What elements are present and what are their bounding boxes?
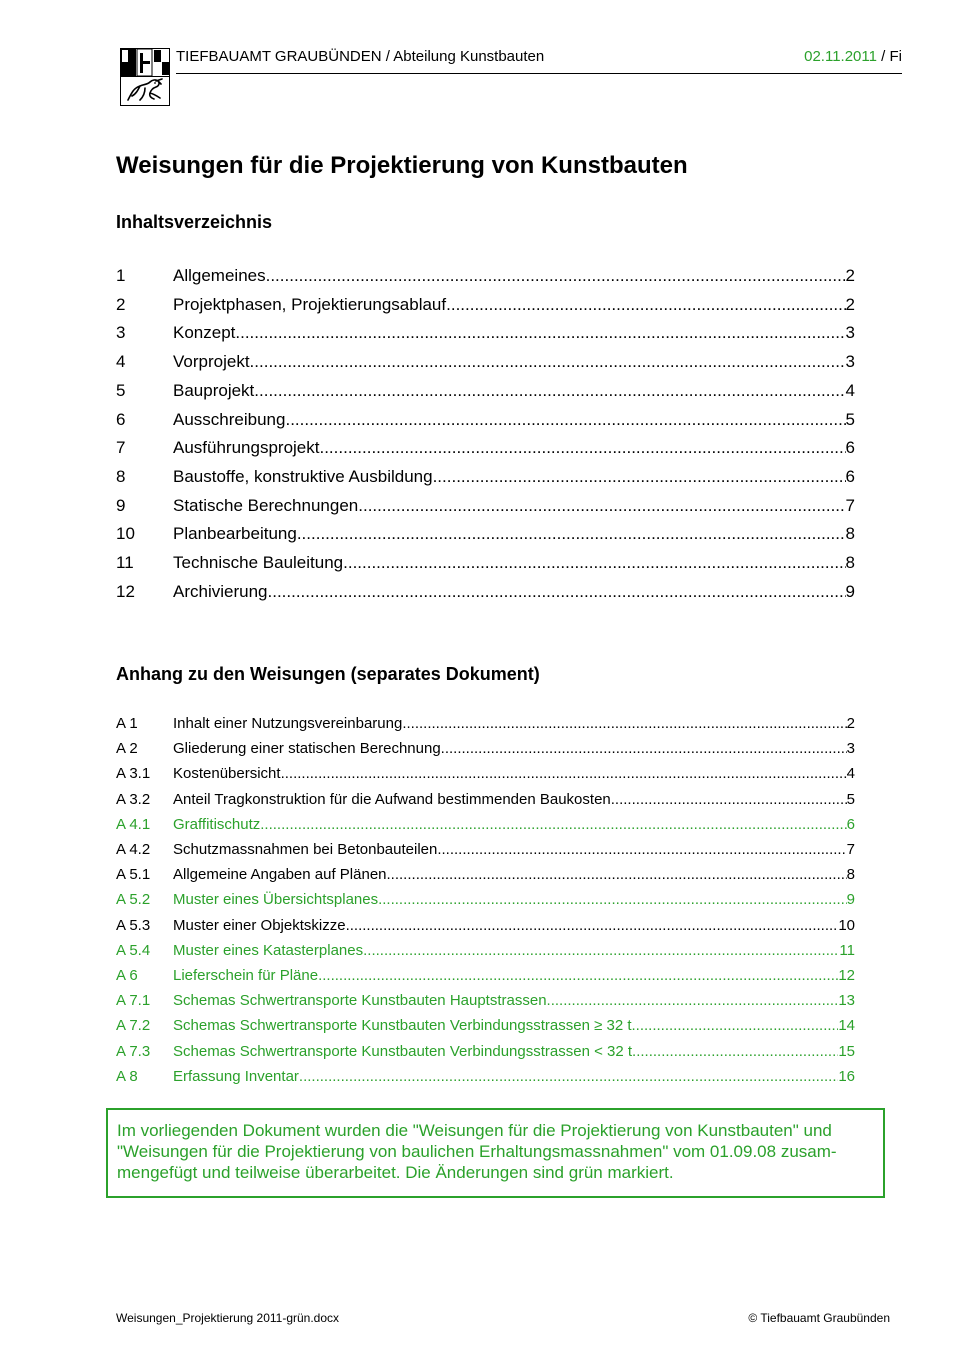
appendix-entry[interactable]	[116, 791, 855, 808]
toc-entry-leader	[343, 553, 845, 573]
header-org-line	[176, 48, 544, 65]
appendix-entry-page: 6	[846, 815, 855, 833]
toc-entry-title: Ausführungsprojekt	[173, 438, 320, 458]
appendix-heading: Anhang zu den Weisungen (separates Dokument)	[116, 664, 540, 684]
toc-entry-page: 3	[845, 323, 855, 343]
appendix-entry[interactable]	[116, 816, 855, 833]
appendix-entry-leader	[441, 740, 847, 757]
appendix-entry-leader	[402, 715, 846, 732]
toc-entry-title: Archivierung	[173, 581, 268, 601]
toc-entry-number: 3	[116, 323, 126, 343]
appendix-entry[interactable]	[116, 992, 855, 1009]
toc-entry-page: 2	[845, 294, 855, 314]
toc-entry-leader	[254, 381, 845, 401]
appendix-entry-number: A 6	[116, 967, 138, 984]
toc-entry-number: 5	[116, 380, 126, 400]
appendix-entry[interactable]	[116, 942, 855, 959]
appendix-entry[interactable]	[116, 715, 855, 732]
appendix-entry-page: 10	[838, 916, 855, 934]
appendix-entry-leader	[281, 765, 847, 782]
appendix-entry-title: Schutzmassnahmen bei Betonbauteilen	[173, 841, 438, 858]
header-org: TIEFBAUAMT GRAUBÜNDEN	[176, 48, 382, 65]
appendix-entry-page: 11	[839, 941, 855, 959]
toc-entry-page: 5	[845, 409, 855, 429]
appendix-entry-page: 16	[838, 1067, 855, 1085]
page-header	[176, 47, 902, 74]
toc-entry-leader	[285, 410, 845, 430]
toc-entry[interactable]	[116, 410, 855, 430]
toc-entry-number: 8	[116, 466, 126, 486]
header-department: Abteilung Kunstbauten	[393, 48, 545, 65]
appendix-entry-number: A 4.2	[116, 841, 151, 858]
appendix-entry-title: Erfassung Inventar	[173, 1067, 299, 1085]
toc-entry-page: 6	[845, 438, 855, 458]
document-title: Weisungen für die Projektierung von Kunstbauten	[116, 152, 688, 179]
appendix-entry-number: A 7.2	[116, 1017, 151, 1035]
toc-entry-page: 6	[845, 466, 855, 486]
appendix-entry-number: A 3.2	[116, 790, 151, 808]
appendix-entry-leader	[363, 942, 839, 959]
appendix-entry-number: A 8	[116, 1067, 138, 1085]
appendix-entry-number: A 7.3	[116, 1042, 151, 1060]
toc-entry-title: Technische Bauleitung	[173, 553, 344, 572]
toc-entry[interactable]	[116, 266, 855, 286]
toc-entry-number: 2	[116, 294, 126, 314]
appendix-entry-title: Kostenübersicht	[173, 765, 281, 783]
toc-entry-page: 8	[845, 553, 855, 572]
appendix-entry-page: 7	[846, 841, 855, 858]
appendix-entry-page: 8	[846, 866, 855, 884]
appendix-entry-title: Schemas Schwertransporte Kunstbauten Verbindungsstrassen < 32 t	[173, 1042, 633, 1060]
toc-heading: Inhaltsverzeichnis	[116, 212, 273, 232]
appendix-entry[interactable]	[116, 1068, 855, 1085]
appendix-entry-title: Graffitischutz	[173, 815, 261, 833]
appendix-entry-number: A 1	[116, 715, 138, 732]
toc-entry-number: 7	[116, 438, 126, 458]
toc-entry-page: 8	[845, 524, 855, 544]
toc-entry[interactable]	[116, 323, 855, 343]
appendix-entry-number: A 5.2	[116, 891, 151, 909]
appendix-entry[interactable]	[116, 1017, 855, 1034]
appendix-entry-leader	[632, 1017, 839, 1034]
appendix-entry-leader	[611, 791, 847, 808]
notice-line-1: Im vorliegenden Dokument wurden die "Weisungen für die Projektierung von Kunstbauten" und	[117, 1121, 832, 1140]
toc-entry-leader	[297, 524, 846, 544]
toc-entry[interactable]	[116, 524, 855, 544]
appendix-entry[interactable]	[116, 891, 855, 908]
toc-entry-title: Allgemeines	[173, 266, 266, 285]
appendix-entry-page: 2	[846, 715, 855, 732]
appendix-entry-number: A 7.1	[116, 992, 151, 1010]
appendix-entry-leader	[318, 967, 838, 984]
toc-entry-page: 9	[845, 581, 855, 601]
header-date-line	[804, 48, 902, 65]
toc-entry[interactable]	[116, 438, 855, 458]
toc-entry-page: 4	[845, 380, 855, 400]
header-date-separator: /	[876, 48, 890, 65]
appendix-entry-title: Allgemeine Angaben auf Plänen	[173, 866, 387, 884]
toc-entry[interactable]	[116, 553, 855, 573]
appendix-entry-page: 12	[838, 967, 855, 984]
toc-entry-page: 7	[845, 495, 855, 515]
toc-entry-leader	[446, 295, 845, 315]
footer-copyright: © Tiefbauamt Graubünden	[748, 1311, 890, 1325]
header-separator: /	[381, 48, 394, 65]
appendix-entry[interactable]	[116, 1043, 855, 1060]
toc-entry[interactable]	[116, 467, 855, 487]
toc-entry[interactable]	[116, 295, 855, 315]
toc-entry-leader	[250, 352, 846, 372]
toc-entry-number: 9	[116, 495, 126, 515]
toc-entry-number: 12	[116, 581, 135, 601]
appendix-entry-number: A 2	[116, 740, 138, 758]
appendix-entry[interactable]	[116, 765, 855, 782]
appendix-entry-number: A 5.1	[116, 866, 151, 884]
appendix-entry-title: Lieferschein für Pläne	[173, 967, 319, 984]
appendix-entry[interactable]	[116, 841, 855, 858]
appendix-entry-title: Gliederung einer statischen Berechnung	[173, 740, 441, 758]
appendix-entry-page: 3	[846, 740, 855, 758]
toc-entry[interactable]	[116, 352, 855, 372]
toc-entry-leader	[266, 266, 846, 286]
graubuenden-coat-of-arms-icon	[120, 48, 170, 106]
appendix-entry-title: Schemas Schwertransporte Kunstbauten Hauptstrassen	[173, 992, 547, 1010]
appendix-entry-leader	[299, 1068, 838, 1085]
footer-filename: Weisungen_Projektierung 2011-grün.docx	[116, 1311, 340, 1325]
toc-entry-title: Vorprojekt	[173, 352, 250, 372]
toc-entry-leader	[268, 582, 846, 602]
toc-entry-number: 11	[116, 553, 134, 572]
toc-entry-leader	[319, 438, 845, 458]
toc-entry[interactable]	[116, 381, 855, 401]
appendix-entry-leader	[260, 816, 846, 833]
toc-entry-title: Statische Berechnungen	[173, 495, 359, 515]
appendix-entry-leader	[632, 1043, 838, 1060]
appendix-entry-title: Anteil Tragkonstruktion für die Aufwand bestimmenden Baukosten	[173, 790, 611, 808]
appendix-entry-number: A 4.1	[116, 815, 151, 833]
appendix-entry-title: Inhalt einer Nutzungsvereinbarung	[173, 715, 403, 732]
appendix-entry-leader	[378, 891, 847, 908]
header-date: 02.11.2011	[804, 48, 877, 65]
toc-entry-number: 4	[116, 352, 126, 372]
toc-entry-number: 10	[116, 524, 135, 544]
toc-entry-title: Ausschreibung	[173, 409, 286, 429]
toc-entry-title: Bauprojekt	[173, 380, 255, 400]
toc-entry-title: Projektphasen, Projektierungsablauf	[173, 294, 447, 314]
appendix-entry-title: Muster eines Übersichtsplanes	[173, 891, 379, 909]
toc-entry-leader	[235, 323, 845, 343]
appendix-entry[interactable]	[116, 866, 855, 883]
appendix-entry[interactable]	[116, 917, 855, 934]
appendix-entry-number: A 5.3	[116, 916, 151, 934]
toc-entry-page: 3	[845, 352, 855, 372]
toc-entry-title: Planbearbeitung	[173, 524, 297, 544]
toc-entry-number: 1	[116, 266, 126, 285]
toc-entry[interactable]	[116, 582, 855, 602]
appendix-entry[interactable]	[116, 740, 855, 757]
notice-line-3: mengefügt und teilweise überarbeitet. Die Änderungen sind grün markiert.	[117, 1163, 674, 1182]
appendix-entry-title: Schemas Schwertransporte Kunstbauten Verbindungsstrassen ≥ 32 t	[173, 1017, 632, 1035]
notice-line-2: "Weisungen für die Projektierung von baulichen Erhaltungsmassnahmen" vom 01.09.08 zusam-	[117, 1142, 837, 1161]
appendix-entry-leader	[346, 917, 839, 934]
appendix-entry-leader	[437, 841, 846, 858]
toc-entry-page: 2	[845, 266, 855, 285]
toc-entry[interactable]	[116, 496, 855, 516]
appendix-entry-page: 14	[838, 1017, 855, 1035]
change-notice-box	[106, 1108, 885, 1198]
appendix-entry-leader	[547, 992, 839, 1009]
appendix-entry-number: A 3.1	[116, 765, 151, 783]
appendix-entry-page: 9	[846, 891, 855, 909]
appendix-entry-page: 5	[846, 790, 855, 808]
appendix-entry-leader	[387, 866, 847, 883]
header-author: Fi	[889, 48, 902, 65]
appendix-entry-title: Muster eines Katasterplanes	[173, 941, 364, 959]
toc-entry-leader	[358, 496, 845, 516]
appendix-entry-page: 4	[846, 765, 855, 783]
toc-entry-leader	[433, 467, 846, 487]
toc-entry-title: Konzept	[173, 323, 236, 343]
appendix-entry-page: 15	[838, 1042, 855, 1060]
toc-entry-number: 6	[116, 409, 126, 429]
appendix-entry-page: 13	[838, 992, 855, 1010]
appendix-entry-title: Muster einer Objektskizze	[173, 916, 346, 934]
appendix-entry[interactable]	[116, 967, 855, 984]
appendix-entry-number: A 5.4	[116, 941, 151, 959]
toc-entry-title: Baustoffe, konstruktive Ausbildung	[173, 466, 433, 486]
